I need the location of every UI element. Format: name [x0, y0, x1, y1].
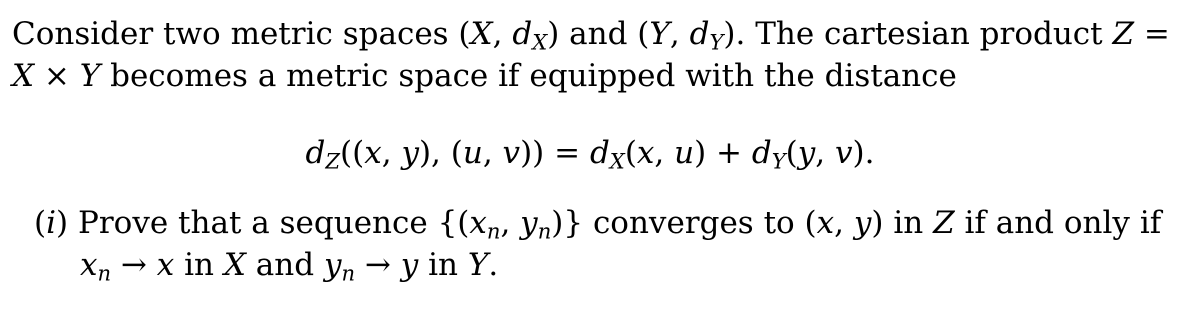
part-i-line-1: (i) Prove that a sequence {($x_n$, $y_n$)} converges to (x, y) in Z if and only if	[34, 205, 1162, 244]
part-i-line-2: $x_n \to x$ in X and $y_n \to y$ in Y.	[80, 247, 499, 286]
distance-equation: $d_Z((x$, y), (u, $v)) = d_X(x$, $u) + d_Y(y$, v).	[305, 135, 875, 174]
intro-line-2: X × Y becomes a metric space if equipped with the distance	[12, 58, 957, 94]
intro-line-1: Consider two metric spaces (X, $d_X$) and (Y, $d_Y$). The cartesian product Z =	[12, 16, 1170, 55]
